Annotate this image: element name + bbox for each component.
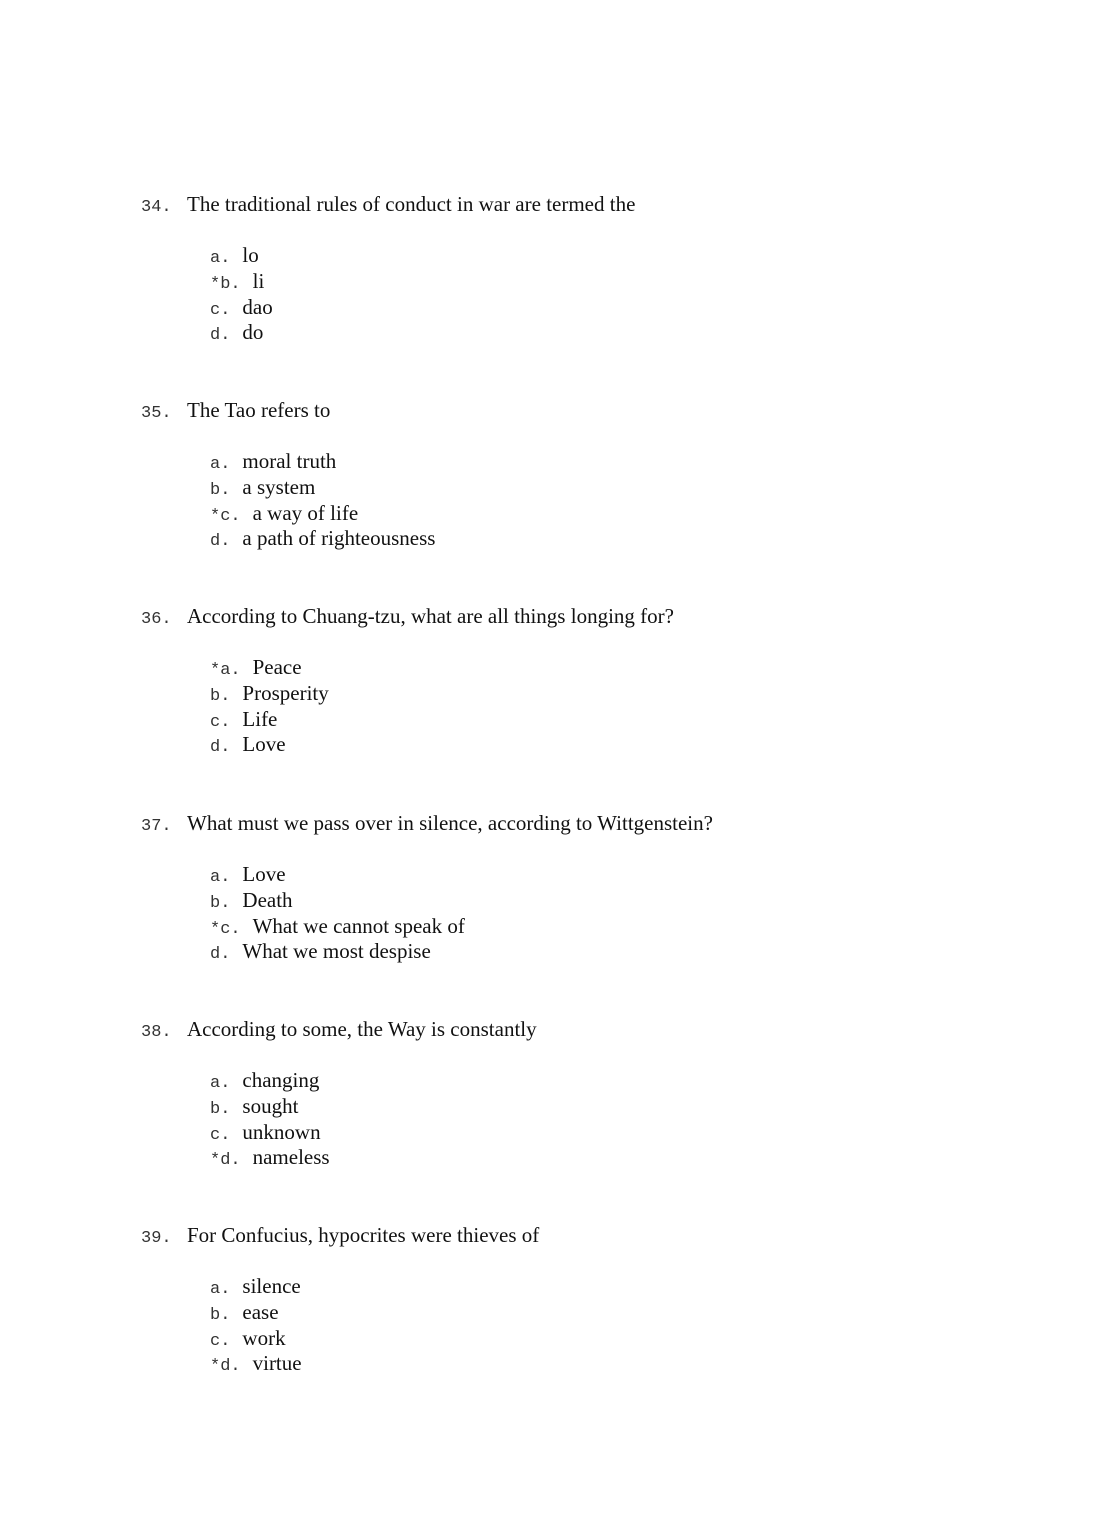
answer-option <box>210 1094 1041 1120</box>
question-36 <box>141 603 1041 758</box>
option-letter: b. <box>210 686 231 706</box>
option-text: work <box>242 1325 286 1350</box>
option-text: a way of life <box>252 500 359 525</box>
question-number: 38. <box>141 1023 172 1042</box>
answer-option <box>210 1326 1041 1352</box>
option-text: What we most despise <box>242 939 431 964</box>
option-text: do <box>242 320 264 345</box>
option-letter: a. <box>210 249 231 268</box>
answer-option <box>210 732 1041 758</box>
answer-option <box>210 862 1041 888</box>
answer-option <box>210 707 1041 733</box>
option-letter: *d. <box>210 1357 241 1377</box>
question-38 <box>141 1016 1041 1171</box>
answer-option-correct <box>210 655 1041 681</box>
option-text: virtue <box>252 1351 302 1376</box>
option-text: unknown <box>242 1119 321 1144</box>
answer-option-correct <box>210 501 1041 527</box>
question-stem: According to some, the Way is constantly <box>187 1017 537 1041</box>
answer-options <box>141 1068 1041 1171</box>
option-letter: c. <box>210 1125 231 1145</box>
answer-option <box>210 243 1041 269</box>
answer-option <box>210 939 1041 965</box>
option-text: Death <box>242 887 293 912</box>
answer-options <box>141 449 1041 552</box>
answer-option-correct <box>210 1351 1041 1377</box>
question-stem: What must we pass over in silence, according to Wittgenstein? <box>187 811 713 835</box>
option-text: What we cannot speak of <box>252 913 465 938</box>
option-text: a path of righteousness <box>242 526 436 551</box>
answer-option <box>210 681 1041 707</box>
option-text: Love <box>242 732 286 757</box>
option-letter: d. <box>210 738 231 758</box>
question-34 <box>141 191 1041 346</box>
option-text: Life <box>242 706 278 731</box>
answer-option <box>210 1300 1041 1326</box>
question-35 <box>141 397 1041 552</box>
option-letter: *d. <box>210 1151 241 1171</box>
option-letter: d. <box>210 532 231 552</box>
question-39 <box>141 1222 1041 1377</box>
option-letter: a. <box>210 868 231 887</box>
answer-option <box>210 320 1041 346</box>
answer-option <box>210 1274 1041 1300</box>
option-text: silence <box>242 1274 301 1298</box>
option-text: dao <box>242 294 273 319</box>
option-letter: c. <box>210 300 231 320</box>
answer-option <box>210 888 1041 914</box>
answer-options <box>141 862 1041 965</box>
question-stem: The traditional rules of conduct in war are termed the <box>187 192 636 216</box>
question-stem: For Confucius, hypocrites were thieves of <box>187 1223 540 1247</box>
option-letter: d. <box>210 326 231 346</box>
option-letter: *b. <box>210 274 241 294</box>
option-text: a system <box>242 474 316 499</box>
option-letter: a. <box>210 1074 231 1093</box>
answer-options <box>141 243 1041 346</box>
answer-options <box>141 1274 1041 1377</box>
answer-option-correct <box>210 914 1041 940</box>
answer-option <box>210 295 1041 321</box>
option-letter: c. <box>210 712 231 732</box>
option-letter: *c. <box>210 919 241 939</box>
option-text: Prosperity <box>242 680 329 705</box>
option-letter: b. <box>210 1099 231 1119</box>
answer-option <box>210 449 1041 475</box>
question-number: 35. <box>141 404 172 423</box>
answer-option <box>210 1068 1041 1094</box>
option-text: changing <box>242 1068 320 1092</box>
answer-option <box>210 475 1041 501</box>
option-text: li <box>252 268 265 293</box>
option-text: Peace <box>252 655 302 679</box>
option-text: lo <box>242 243 259 267</box>
question-stem: The Tao refers to <box>187 398 331 422</box>
answer-option-correct <box>210 269 1041 295</box>
option-text: sought <box>242 1093 299 1118</box>
option-text: ease <box>242 1299 279 1324</box>
question-stem: According to Chuang-tzu, what are all things longing for? <box>187 604 674 628</box>
question-37 <box>141 810 1041 965</box>
option-letter: a. <box>210 1280 231 1299</box>
question-number: 34. <box>141 198 172 217</box>
option-letter: d. <box>210 945 231 965</box>
option-text: Love <box>242 862 286 886</box>
answer-options <box>141 655 1041 758</box>
option-letter: b. <box>210 893 231 913</box>
question-number: 39. <box>141 1229 172 1248</box>
answer-option-correct <box>210 1145 1041 1171</box>
option-letter: b. <box>210 1305 231 1325</box>
option-text: nameless <box>252 1145 330 1170</box>
option-letter: a. <box>210 455 231 474</box>
answer-option <box>210 1120 1041 1146</box>
option-letter: b. <box>210 480 231 500</box>
option-letter: c. <box>210 1331 231 1351</box>
question-number: 36. <box>141 610 172 629</box>
option-letter: *c. <box>210 506 241 526</box>
question-number: 37. <box>141 817 172 836</box>
option-letter: *a. <box>210 661 241 680</box>
option-text: moral truth <box>242 449 337 473</box>
answer-option <box>210 526 1041 552</box>
